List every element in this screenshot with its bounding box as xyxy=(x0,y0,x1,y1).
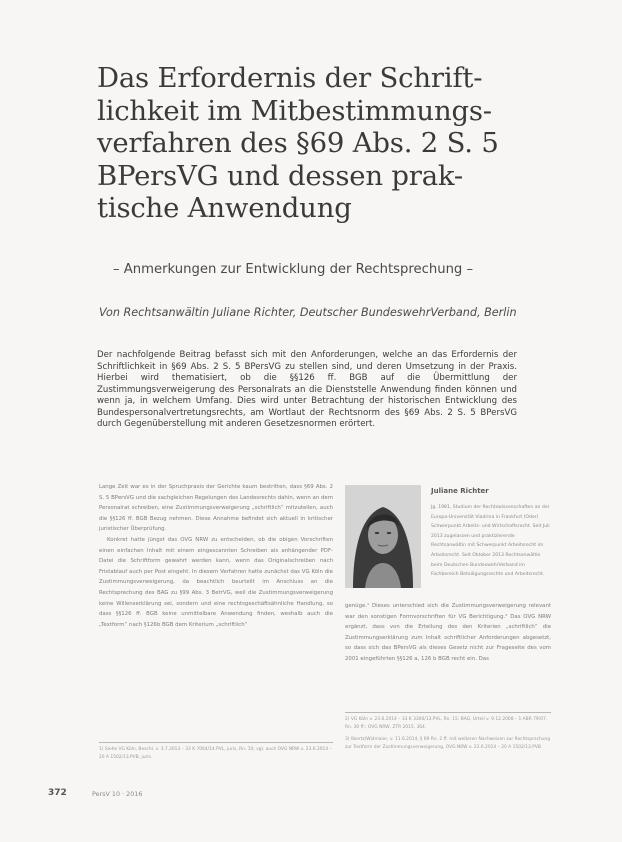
article-title xyxy=(97,62,527,225)
article-subtitle: – Anmerkungen zur Entwicklung der Rechtsprechung – xyxy=(113,262,474,277)
footnote-divider xyxy=(99,742,333,743)
body-paragraph: Lange Zeit war es in der Spruchpraxis der Gerichte kaum bestritten, dass §69 Abs. 2 S. 5 BPersVG und die sachgleichen Regelungen des Landesrechts dahin, wenn an dem Personalrat schreiben, eine Zustimmungsverweigerung „schriftlich“ mitzuteilen, auch die §§126 ff. BGB Bezug nehmen. Diese Annahme befindet sich aktuell in kritischer juristischer Überprüfung. xyxy=(99,484,333,533)
journal-issue: PersV 10 · 2016 xyxy=(92,790,143,798)
body-column-right: genüge.¹ Dieses unterschied sich die Zustimmungsverweigerung relevant war den sonstigen Formvorschriften für VG Berichtigung.² Das OVG NRW ergänzt, dass von die Erteilung des den Kriterien „schriftlich“ die Zustimmungserklärung zum Inhalt schriftlicher Anforderungen abgesetzt, so dass sich das BPersVG als dieses Gesetz nicht zur Frageseite des vom 2001 eingeführten §§126 a, 126 b BGB recht ein. Das xyxy=(345,603,551,662)
title-line: tische Anwendung xyxy=(97,192,352,224)
title-line: BPersVG und dessen prak- xyxy=(97,159,463,192)
page-number: 372 xyxy=(48,788,67,798)
body-column-left xyxy=(99,482,333,630)
footnote: 1) Siehe VG Köln, Beschl. v. 3.7.2013 – 33 K 7064/14.PVL, juris, Rn. 10; vgl. auch OVG NRW v. 23.6.2014 – 20 A 1502/13.PVB, juris. xyxy=(99,747,332,760)
author-bio: Jg. 1981, Studium der Rechtswissenschaften an der Europa-Universität Viadrina in Frankfurt (Oder) Schwerpunkt Arbeits- und Wirtschaftsrecht. Seit Juli 2013 zugelassen und praktizierende Rechtsanwältin mit Schwerpunkt Arbeitsrecht im Arbeitsrecht. Seit Oktober 2013 Rechtsanwältin beim Deutschen BundeswehrVerband im Fachbereich Beteiligungsrechte und Arbeitsrecht. xyxy=(431,505,550,578)
author-portrait-icon xyxy=(345,485,421,588)
footnote-divider xyxy=(345,712,551,713)
body-paragraph: Konkret hatte jüngst das OVG NRW zu entscheiden, ob die obigen Vorschriften einen einfachen Inhalt mit einem eingescannten Schreiben als anhängender PDF-Datei die Schriftform gewahrt werden kann, wenn das Originalschreiben nach Fristablauf auch per Post eingeht. In diesem Verfahren hatte zunächst das VG Köln die Zustimmungsverweigerung, da beachtlich beurteilt im Anschluss an die Rechtsprechung des BAG zu §99 Abs. 3 BetrVG, weil die Zustimmungsverweigerung keine Willenserklärung sei, sondern und eine rechtsgeschäftsähnliche Handlung, so dass §§126 ff. BGB keine unmittelbare Anwendung finden, weshalb auch die „Textform“ nach §126b BGB dem Kriterium „schriftlich“ xyxy=(99,536,333,628)
article-abstract: Der nachfolgende Beitrag befasst sich mit den Anforderungen, welche an das Erfordernis der Schriftlichkeit in §69 Abs. 2 S. 5 BPersVG zu stellen sind, und deren Umsetzung in der Praxis. Hierbei wird thematisiert, ob die §§126 ff. BGB auf die Übermittlung der Zustimmungsverweigerung des Personalrats an die Dienststelle Anwendung finden können und wenn ja, in welchem Umfang. Dies wird unter Betrachtung der historischen Entwicklung des Bundespersonalvertretungsrechts, am Wortlaut der Rechtsnorm des §69 Abs. 2 S. 5 BPersVG durch Gegenüberstellung mit anderen Gesetzesnormen erörtert. xyxy=(97,350,517,429)
footnote: 3) Ilbertz/Widmaier, v. 11.6.2014, § 69 Rn. 2 ff. mit weiteren Nachweisen zur Rechtsprechung zur Textform der Zustimmungsverweigerung, OVG NRW v. 23.6.2014 – 20 A 1502/13.PVB. xyxy=(345,737,551,750)
title-line: verfahren des §69 Abs. 2 S. 5 xyxy=(97,127,499,159)
author-photo xyxy=(345,485,421,588)
title-line: lichkeit im Mitbestimmungs- xyxy=(97,94,492,127)
title-line: Das Erfordernis der Schrift- xyxy=(97,62,483,94)
author-byline: Von Rechtsanwältin Juliane Richter, Deutscher BundeswehrVerband, Berlin xyxy=(99,306,517,319)
footnote: 2) VG Köln v. 23.6.2014 – 33 K 3300/13.PVL, Rn. 15; BAG, Urteil v. 9.12.2008 – 1 ABR 79/07, Rn. 30 ff.; OVG NRW, ZTR 2015, 364. xyxy=(345,717,548,730)
author-name: Juliane Richter xyxy=(431,487,489,495)
